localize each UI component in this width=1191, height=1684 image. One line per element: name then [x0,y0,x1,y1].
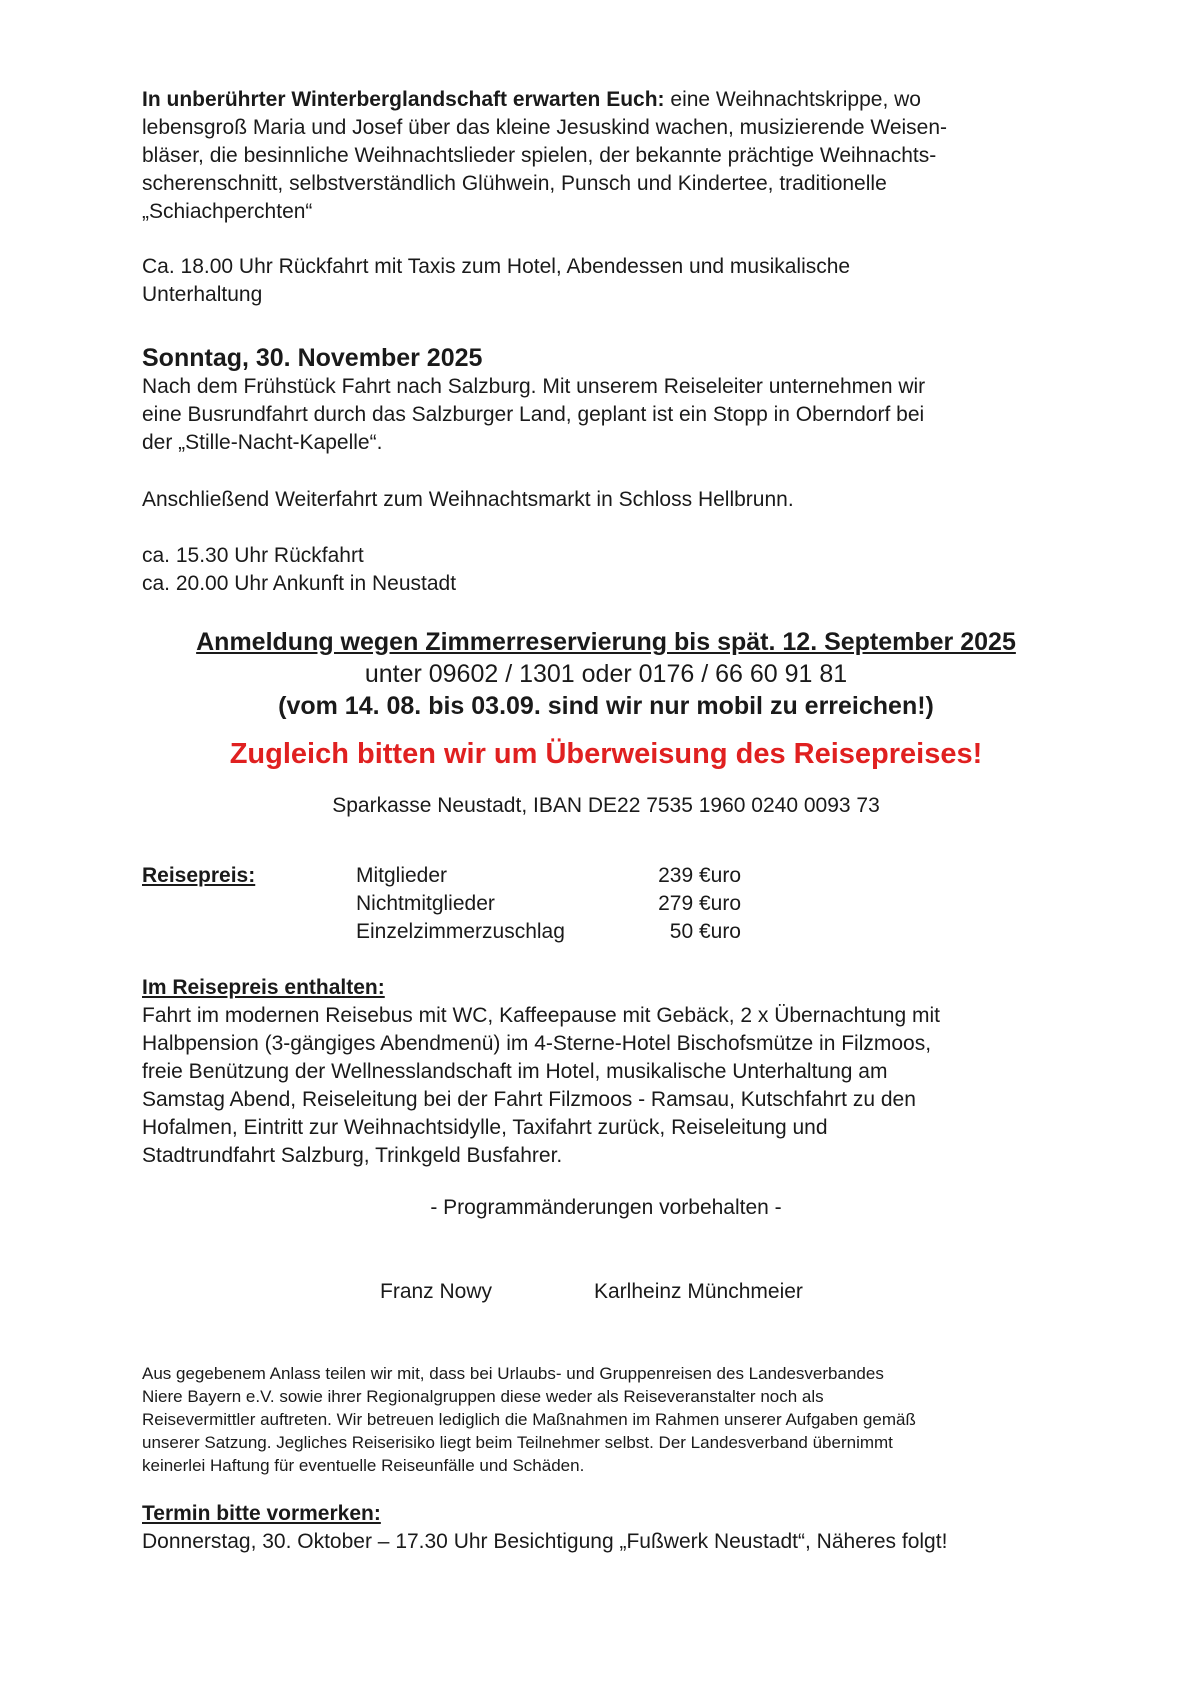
price-name: Mitglieder [356,864,448,887]
save-date-heading: Termin bitte vormerken: [142,1502,381,1525]
price-name: Einzelzimmerzuschlag [356,920,565,943]
sunday-times [142,542,1070,598]
price-value: 239 €uro [658,864,741,887]
sunday-line-5: ca. 15.30 Uhr Rückfahrt [142,544,364,567]
price-value: 279 €uro [658,892,741,915]
included-section [142,974,1070,1170]
intro-line-1: In unberührter Winterberglandschaft erwarten Euch: eine Weihnachtskrippe, wo [142,88,921,111]
disclaimer-line-3: Reisevermittler auftreten. Wir betreuen lediglich die Maßnahmen im Rahmen unserer Aufgaben gemäß [142,1410,916,1429]
price-label: Reisepreis: [142,864,256,887]
price-table [356,862,741,946]
return-evening-paragraph [142,253,1070,309]
sunday-title: Sonntag, 30. November 2025 [142,344,483,372]
sunday-line-1: Nach dem Frühstück Fahrt nach Salzburg. Mit unserem Reiseleiter unternehmen wir [142,375,926,398]
registration-deadline: Anmeldung wegen Zimmerreservierung bis spät. 12. September 2025 [196,628,1016,656]
intro-line-2: lebensgroß Maria und Josef über das kleine Jesuskind wachen, musizierende Weisen- [142,116,948,139]
sunday-continuation [142,486,1070,514]
included-line-1: Fahrt im modernen Reisebus mit WC, Kaffeepause mit Gebäck, 2 x Übernachtung mit [142,1004,940,1027]
registration-phone: unter 09602 / 1301 oder 0176 / 66 60 91 81 [364,660,848,688]
registration-section [142,626,1070,722]
sunday-line-6: ca. 20.00 Uhr Ankunft in Neustadt [142,572,457,595]
intro-line-5: „Schiachperchten“ [142,200,313,223]
disclaimer-line-1: Aus gegebenem Anlass teilen wir mit, dass bei Urlaubs- und Gruppenreisen des Landesverbandes [142,1364,884,1383]
registration-mobile-note: (vom 14. 08. bis 03.09. sind wir nur mobil zu erreichen!) [278,692,934,720]
included-line-6: Stadtrundfahrt Salzburg, Trinkgeld Busfahrer. [142,1144,563,1167]
price-row [356,862,741,890]
sunday-section [142,343,1070,457]
price-value: 50 €uro [669,920,741,943]
signature-name-2: Karlheinz Münchmeier [594,1280,803,1303]
bank-details: Sparkasse Neustadt, IBAN DE22 7535 1960 0240 0093 73 [332,794,880,817]
return-line-1: Ca. 18.00 Uhr Rückfahrt mit Taxis zum Hotel, Abendessen und musikalische [142,255,851,278]
included-line-4: Samstag Abend, Reiseleitung bei der Fahrt Filzmoos - Ramsau, Kutschfahrt zu den [142,1088,916,1111]
return-line-2: Unterhaltung [142,283,263,306]
sunday-line-4: Anschließend Weiterfahrt zum Weihnachtsmarkt in Schloss Hellbrunn. [142,488,794,511]
sunday-line-3: der „Stille-Nacht-Kapelle“. [142,431,383,454]
intro-line-3: bläser, die besinnliche Weihnachtslieder spielen, der bekannte prächtige Weihnachts- [142,144,937,167]
intro-paragraph [142,86,1070,226]
included-line-3: freie Benützung der Wellnesslandschaft im Hotel, musikalische Unterhaltung am [142,1060,888,1083]
price-name: Nichtmitglieder [356,892,495,915]
changes-note-block [142,1194,1070,1222]
included-line-5: Hofalmen, Eintritt zur Weihnachtsidylle, Taxifahrt zurück, Reiseleitung und [142,1116,828,1139]
payment-request: Zugleich bitten wir um Überweisung des Reisepreises! [229,738,983,770]
intro-bold-lead: In unberührter Winterberglandschaft erwarten Euch: [142,88,665,111]
changes-note: - Programmänderungen vorbehalten - [430,1196,782,1219]
price-row [356,890,741,918]
included-text [142,1002,1070,1170]
disclaimer [142,1362,1070,1477]
save-date-section [142,1500,1070,1556]
price-row [356,918,741,946]
disclaimer-line-4: unserer Satzung. Jegliches Reiserisiko liegt beim Teilnehmer selbst. Der Landesverband übernimmt [142,1433,893,1452]
included-heading: Im Reisepreis enthalten: [142,976,385,999]
sunday-line-2: eine Busrundfahrt durch das Salzburger Land, geplant ist ein Stopp in Oberndorf bei [142,403,925,426]
save-date-text: Donnerstag, 30. Oktober – 17.30 Uhr Besichtigung „Fußwerk Neustadt“, Näheres folgt! [142,1530,948,1553]
payment-request-block [142,736,1070,772]
signature-name-1: Franz Nowy [380,1280,493,1303]
intro-line-4: scherenschnitt, selbstverständlich Glühwein, Punsch und Kindertee, traditionelle [142,172,887,195]
disclaimer-line-5: keinerlei Haftung für eventuelle Reiseunfälle und Schäden. [142,1456,585,1475]
bank-block [142,792,1070,820]
included-line-2: Halbpension (3-gängiges Abendmenü) im 4-Sterne-Hotel Bischofsmütze in Filzmoos, [142,1032,932,1055]
disclaimer-line-2: Niere Bayern e.V. sowie ihrer Regionalgruppen diese weder als Reiseveranstalter noch als [142,1387,824,1406]
